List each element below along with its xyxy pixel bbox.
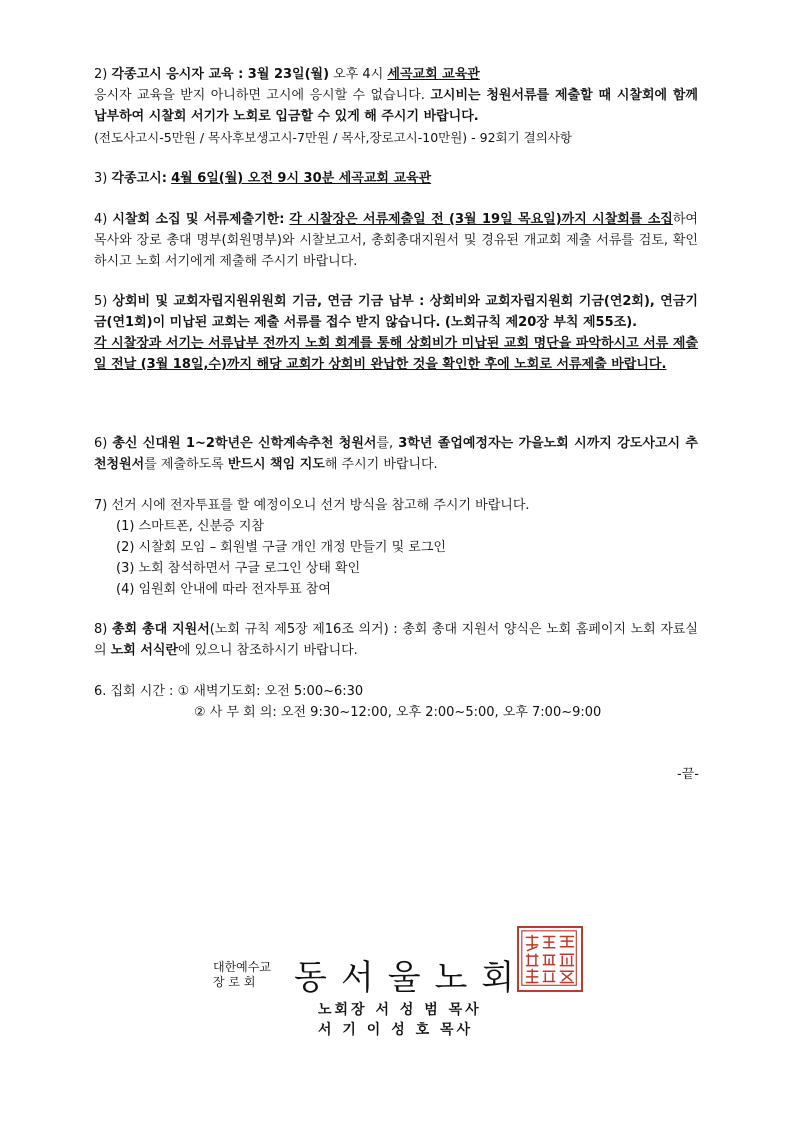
item-3-detail: 4월 6일(월) 오전 9시 30분 세곡교회 교육관 xyxy=(171,171,432,186)
item-4-underlined: 각 시찰장은 서류제출일 전 (3월 19일 목요일)까지 시찰회를 소집 xyxy=(289,212,673,227)
item-3 xyxy=(94,168,698,189)
item-2-text-1: 응시자 교육을 받지 아니하면 고시에 응시할 수 없습니다. xyxy=(94,88,425,103)
item-7-intro: 선거 시에 전자투표를 할 예정이오니 선거 방식을 참고해 주시기 바랍니다. xyxy=(111,498,530,513)
item-7-step: (2) 시찰회 모임 – 회원별 구글 개인 개정 만들기 및 로그인 xyxy=(116,540,446,555)
signatories xyxy=(318,1000,482,1040)
item-2 xyxy=(94,64,698,148)
item-6-text-1: 를, xyxy=(376,436,399,451)
moderator-name: 노회장 서 성 범 목사 xyxy=(318,1002,482,1018)
item-8-bold-1: 총회 총대 지원서 xyxy=(111,622,210,637)
item-6-bold-3: 반드시 책임 지도 xyxy=(227,457,325,472)
item-7-step: (4) 임원회 안내에 따라 전자투표 참여 xyxy=(116,582,331,597)
denomination-line-2: 장 로 회 xyxy=(213,975,256,989)
item-2-time: 오후 4시 xyxy=(333,67,384,82)
item-4 xyxy=(94,209,698,272)
item-6-bold-1: 총신 신대원 1~2학년은 신학계속추천 청원서 xyxy=(112,436,377,451)
item-3-number: 3) xyxy=(94,171,108,186)
item-8 xyxy=(94,619,698,661)
item-2-place: 세곡교회 교육관 xyxy=(387,67,480,82)
item-7-number: 7) xyxy=(94,498,108,513)
item-5-number: 5) xyxy=(94,294,108,309)
item-4-number: 4) xyxy=(94,212,108,227)
item-4-lead: 시찰회 소집 및 서류제출기한: xyxy=(112,212,285,227)
clerk-name: 서 기 이 성 호 목사 xyxy=(318,1022,474,1038)
item-2-text-2: 고시비는 청원서류를 제출할 때 시찰회에 함께 납부하여 시찰회 서기가 노회로 입금할 수 있게 해 주시기 바랍니다. xyxy=(94,88,698,124)
item-8-number: 8) xyxy=(94,622,108,637)
schedule-label: 6. 집회 시간 : xyxy=(94,684,174,699)
item-6-text-2: 를 제출하도록 xyxy=(144,457,228,472)
end-mark: -끝- xyxy=(677,767,699,782)
item-6-text-3: 해 주시기 바랍니다. xyxy=(324,457,438,472)
item-7-step: (1) 스마트폰, 신분증 지참 xyxy=(116,519,264,534)
denomination-line-1: 대한예수교 xyxy=(213,960,271,974)
seal-stamp-icon xyxy=(519,928,581,990)
item-2-number: 2) xyxy=(94,67,108,82)
item-6-bold-2: 3학년 졸업예정자는 가을노회 시까지 강도사고시 추천청원서 xyxy=(94,436,698,472)
item-5 xyxy=(94,291,698,375)
item-6-number: 6) xyxy=(94,436,108,451)
item-8-text-2: 에 있으니 참조하시기 바랍니다. xyxy=(178,643,358,658)
item-5-bold-1: 상회비 및 교회자립지원위원회 기금, 연금 기금 납부 : 상회비와 교회자립지원회 기금(연2회), 연금기금(연1회)이 미납된 교회는 제출 서류를 접수 받지 않습니다. (노회규칙 제20장 부칙 제55조). xyxy=(94,294,698,330)
denomination-name xyxy=(213,960,271,990)
item-7-step: (3) 노회 참석하면서 구글 로그인 상태 확인 xyxy=(116,561,361,576)
item-8-text-1: (노회 규칙 제5장 제16조 의거) : 총회 총대 지원서 양식은 노회 홈페이지 노회 자료실의 xyxy=(94,622,698,658)
item-2-fees: (전도사고시-5만원 / 목사후보생고시-7만원 / 목사,장로고시-10만원) - 92회기 결의사항 xyxy=(94,130,572,145)
official-seal xyxy=(517,926,583,992)
item-4-rest: 하여 목사와 장로 총대 명부(회원명부)와 시찰보고서, 총회총대지원서 및 경유된 개교회 제출 서류를 검토, 확인하시고 노회 서기에게 제출해 주시기 바랍니다. xyxy=(94,212,698,269)
item-2-title: 각종고시 응시자 교육 : 3월 23일(월) xyxy=(111,67,330,82)
meeting-schedule xyxy=(94,681,698,723)
item-5-bold-2: 각 시찰장과 서기는 서류납부 전까지 노회 회계를 통해 상회비가 미납된 교회 명단을 파악하시고 서류 제출일 전날 (3월 18일,수)까지 해당 교회가 상회비 완납한 것을 확인한 후에 노회로 서류제출 바랍니다. xyxy=(94,336,698,372)
item-6 xyxy=(94,433,698,475)
schedule-row-2: ② 사 무 회 의: 오전 9:30~12:00, 오후 2:00~5:00, 오후 7:00~9:00 xyxy=(194,705,602,720)
schedule-row-1: ① 새벽기도회: 오전 5:00~6:30 xyxy=(177,684,364,699)
item-8-bold-2: 노회 서식란 xyxy=(110,643,179,658)
presbytery-name: 동서울노회 xyxy=(294,958,529,998)
item-3-label: 각종고시: xyxy=(111,171,167,186)
item-7 xyxy=(94,495,698,600)
